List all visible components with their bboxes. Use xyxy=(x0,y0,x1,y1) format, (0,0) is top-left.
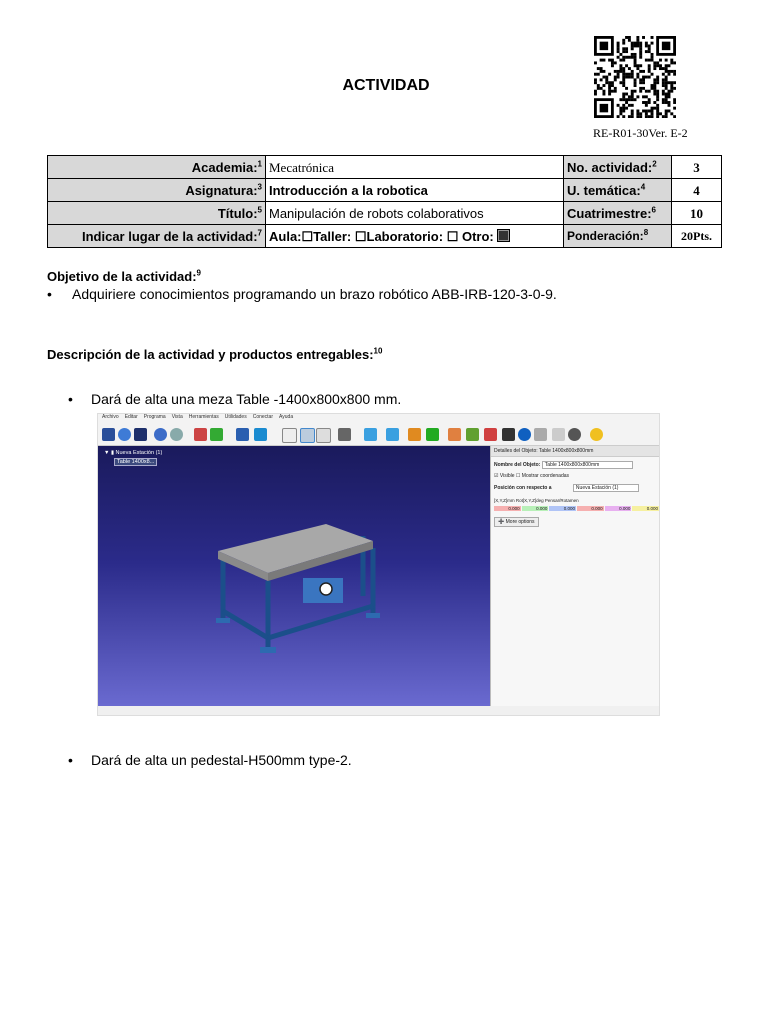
visible-checkbox-icon[interactable]: ☑ xyxy=(494,473,499,479)
bullet-icon: • xyxy=(68,752,73,768)
table-3d-model xyxy=(98,446,490,706)
more-options-button[interactable]: ➕ More options xyxy=(494,517,539,527)
menu-item[interactable]: Utilidades xyxy=(224,414,247,420)
globe-icon[interactable] xyxy=(118,428,131,441)
help-icon[interactable] xyxy=(590,428,603,441)
position-select[interactable]: Nueva Estación (1) xyxy=(573,484,639,492)
object-details-panel xyxy=(490,446,660,706)
io-icon[interactable] xyxy=(552,428,565,441)
bullet-icon: • xyxy=(68,391,73,407)
save-icon[interactable] xyxy=(134,428,147,441)
play-icon[interactable] xyxy=(364,428,377,441)
coord-input[interactable]: 0.000 xyxy=(549,506,576,511)
app-toolbar xyxy=(98,425,660,446)
otro-checkbox-icon[interactable] xyxy=(497,229,510,242)
descripcion-heading: Descripción de la actividad y productos entregables:$^{10}$ xyxy=(47,346,383,362)
cuatrimestre-value: 10 xyxy=(672,202,722,225)
bullet-icon: • xyxy=(47,286,52,302)
titulo-value: Manipulación de robots colaborativos xyxy=(266,202,564,225)
ponderacion-value: 20Pts. xyxy=(672,225,722,248)
ponderacion-label: Ponderación:$^8$ xyxy=(564,225,672,248)
pointer-icon[interactable] xyxy=(282,428,297,443)
object-name-input[interactable]: Table 1400x800x800mm xyxy=(542,461,633,469)
name-row: Nombre del Objeto: Table 1400x800x800mm xyxy=(491,457,660,471)
coord-input[interactable]: 0.000 xyxy=(522,506,549,511)
show-coords-checkbox-icon[interactable]: ☐ xyxy=(515,473,521,479)
objetivo-bullet: Adquiriere conocimientos programando un brazo robótico ABB-IRB-120-3-0-9. xyxy=(72,286,557,302)
signal-icon[interactable] xyxy=(534,428,547,441)
table-row xyxy=(48,156,722,179)
cuatrimestre-label: Cuatrimestre:$^6$ xyxy=(564,202,672,225)
undo-icon[interactable] xyxy=(154,428,167,441)
frame-icon[interactable] xyxy=(194,428,207,441)
menu-item[interactable]: Programa xyxy=(143,414,166,420)
table-row xyxy=(48,179,722,202)
path-icon[interactable] xyxy=(448,428,461,441)
coord-input[interactable]: 0.000 xyxy=(632,506,659,511)
info-icon[interactable] xyxy=(518,428,531,441)
no-actividad-label: No. actividad:$^2$ xyxy=(564,156,672,179)
path-edit-icon[interactable] xyxy=(466,428,479,441)
app-menubar xyxy=(98,414,660,425)
import-icon[interactable] xyxy=(408,428,421,441)
menu-item[interactable]: Editar xyxy=(124,414,138,420)
visibility-row: ☑ Visible ☐ Mostrar coordenadas xyxy=(494,473,570,479)
cube-icon[interactable] xyxy=(254,428,267,441)
descripcion-bullet-2: Dará de alta un pedestal-H500mm type-2. xyxy=(91,752,352,768)
coord-input[interactable]: 0.000 xyxy=(577,506,604,511)
zoom-fit-icon[interactable] xyxy=(236,428,249,441)
qr-code-icon xyxy=(594,36,676,118)
frame-marker-icon xyxy=(320,583,332,595)
target-icon[interactable] xyxy=(210,428,223,441)
coord-header: [X,Y,Z]mm Rot[X,Y,Z]deg Pensar/Rotamen xyxy=(494,498,579,503)
new-icon[interactable] xyxy=(102,428,115,441)
coord-input[interactable]: 0.000 xyxy=(494,506,521,511)
select-icon[interactable] xyxy=(300,428,315,443)
document-code: RE-R01-30Ver. E-2 xyxy=(593,126,688,140)
panel-title: Detalles del Objeto: Table 1400x800x800mm xyxy=(491,446,660,457)
page-title: ACTIVIDAD xyxy=(342,77,430,94)
coord-input[interactable]: 0.000 xyxy=(605,506,632,511)
titulo-label: Título:$^5$ xyxy=(48,202,266,225)
menu-item[interactable]: Herramientas xyxy=(188,414,219,420)
tree-root[interactable]: ▼ ▮ Nueva Estación (1) xyxy=(104,450,163,456)
tree-item-table[interactable]: Table 1400x8... xyxy=(114,458,157,466)
asignatura-label: Asignatura:$^3$ xyxy=(48,179,266,202)
menu-item[interactable]: Conectar xyxy=(252,414,274,420)
stop-icon[interactable] xyxy=(386,428,399,441)
redo-icon[interactable] xyxy=(170,428,183,441)
u-tematica-label: U. temática:$^4$ xyxy=(564,179,672,202)
add-icon[interactable] xyxy=(426,428,439,441)
laboratorio-checkbox-icon[interactable]: ☐ xyxy=(446,228,459,244)
academia-label: Academia:$^1$ xyxy=(48,156,266,179)
path-tool-icon[interactable] xyxy=(484,428,497,441)
taller-checkbox-icon[interactable]: ☐ xyxy=(354,228,367,244)
3d-viewport[interactable] xyxy=(98,446,490,706)
table-row xyxy=(48,225,722,248)
u-tematica-value: 4 xyxy=(672,179,722,202)
no-actividad-value: 3 xyxy=(672,156,722,179)
position-row: Posición con respecto a Nueva Estación (1) xyxy=(491,481,660,495)
menu-item[interactable]: Archivo xyxy=(102,414,119,420)
menu-item[interactable]: Vista xyxy=(171,414,183,420)
aula-checkbox-icon[interactable]: ☐ xyxy=(301,228,314,244)
descripcion-bullet-1: Dará de alta una meza Table -1400x800x800 mm. xyxy=(91,391,402,407)
menu-item[interactable]: Ayuda xyxy=(279,414,294,420)
coord-inputs xyxy=(491,506,660,511)
lugar-label: Indicar lugar de la actividad:$^7$ xyxy=(48,225,266,248)
objetivo-heading: Objetivo de la actividad:$^9$ xyxy=(47,268,201,284)
table-row xyxy=(48,202,722,225)
move-icon[interactable] xyxy=(338,428,351,441)
hourglass-icon[interactable] xyxy=(502,428,515,441)
lugar-options: Aula:☐Taller: ☐Laboratorio: ☐ Otro: xyxy=(266,225,564,248)
activity-info-table xyxy=(47,155,722,248)
asignatura-value: Introducción a la robotica xyxy=(266,179,564,202)
robotstudio-screenshot xyxy=(97,413,660,716)
sync-icon[interactable] xyxy=(568,428,581,441)
academia-value: Mecatrónica xyxy=(266,156,564,179)
select-part-icon[interactable] xyxy=(316,428,331,443)
